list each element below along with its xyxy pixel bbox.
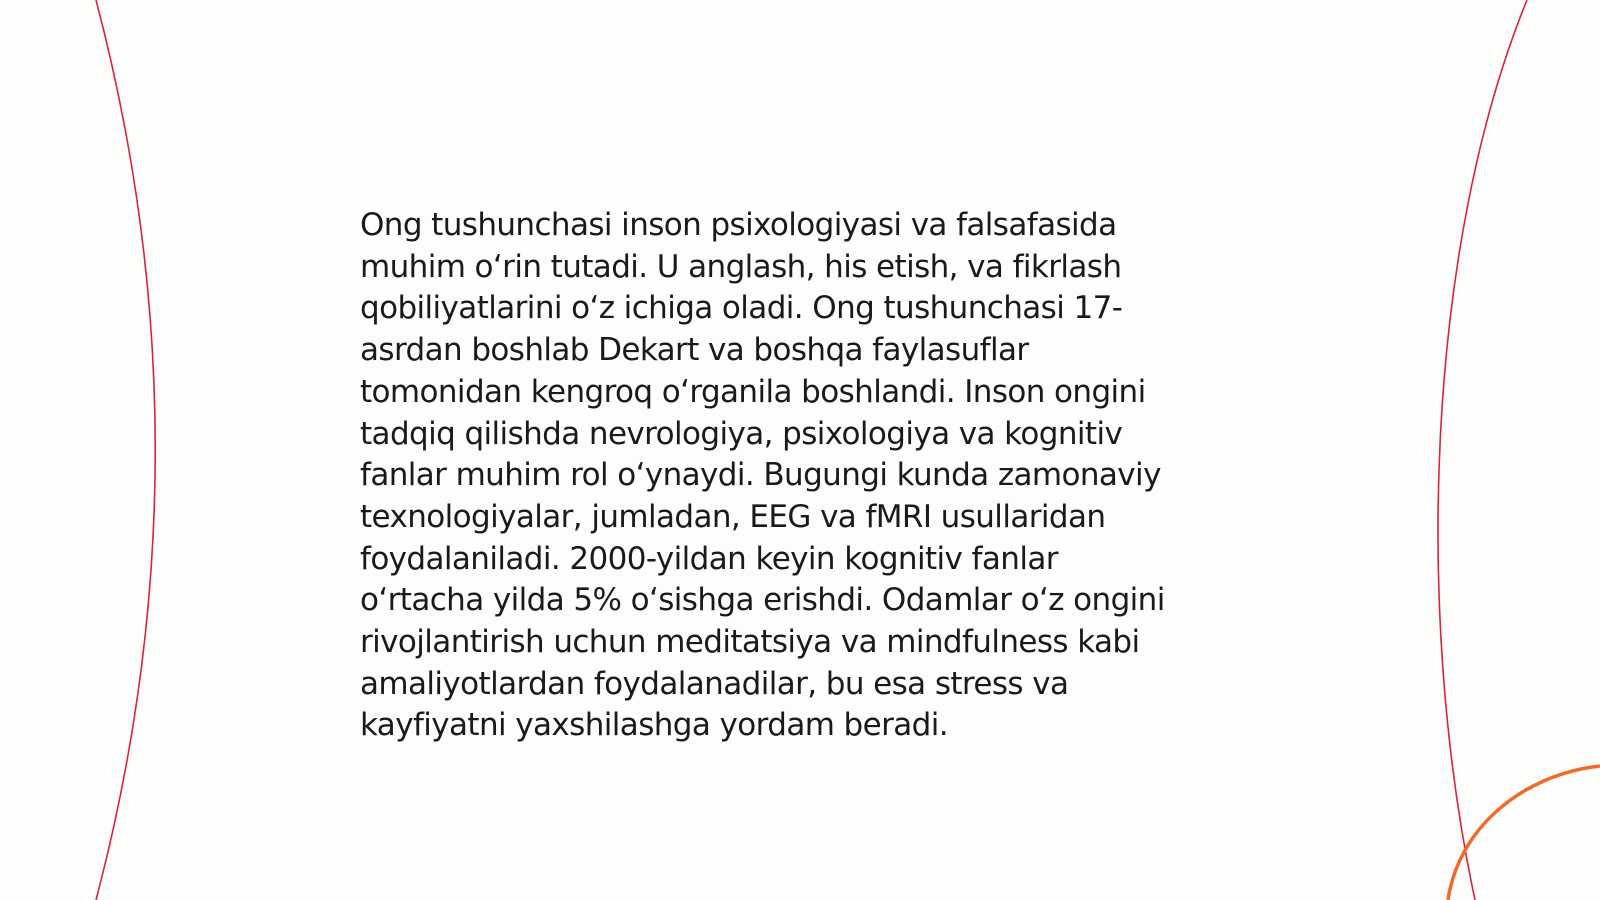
body-line: tadqiq qilishda nevrologiya, psixologiya va kognitiv <box>360 415 1123 452</box>
left-curve-line <box>96 0 155 900</box>
body-line: foydalaniladi. 2000-yildan keyin kognitiv fanlar <box>360 540 1058 577</box>
right-curve-line <box>1438 0 1527 900</box>
body-line: amaliyotlardan foydalanadilar, bu esa stress va <box>360 665 1069 702</box>
body-line: muhim o‘rin tutadi. U anglash, his etish, va fikrlash <box>360 248 1122 285</box>
right-orange-arc <box>1448 766 1600 900</box>
body-line: qobiliyatlarini o‘z ichiga oladi. Ong tushunchasi 17- <box>360 290 1123 327</box>
body-line: kayfiyatni yaxshilashga yordam beradi. <box>360 707 948 744</box>
body-line: asrdan boshlab Dekart va boshqa faylasuflar <box>360 332 1029 369</box>
body-line: rivojlantirish uchun meditatsiya va mindfulness kabi <box>360 624 1140 661</box>
body-line: tomonidan kengroq o‘rganila boshlandi. Inson ongini <box>360 373 1146 410</box>
body-line: Ong tushunchasi inson psixologiyasi va falsafasida <box>360 207 1117 243</box>
body-paragraph <box>360 205 1240 747</box>
body-line: texnologiyalar, jumladan, EEG va fMRI usullaridan <box>360 498 1106 535</box>
body-line: fanlar muhim rol o‘ynaydi. Bugungi kunda zamonaviy <box>360 457 1161 494</box>
body-line: o‘rtacha yilda 5% o‘sishga erishdi. Odamlar o‘z ongini <box>360 582 1165 619</box>
